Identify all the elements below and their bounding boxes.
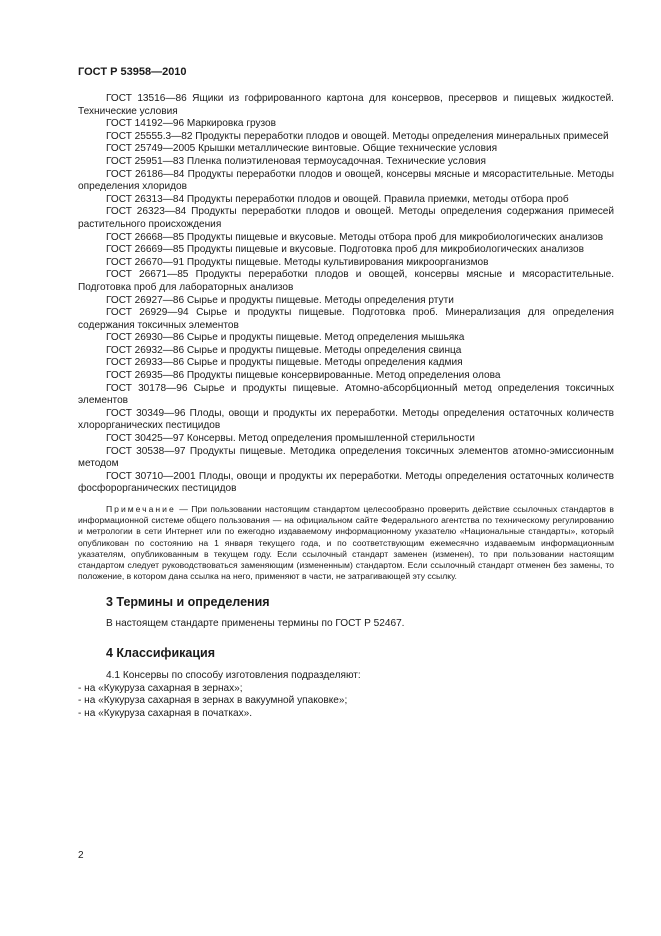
reference-item: ГОСТ 26669—85 Продукты пищевые и вкусовые. Подготовка проб для микробиологических анализов bbox=[106, 244, 584, 256]
reference-item: ГОСТ 26668—85 Продукты пищевые и вкусовые. Методы отбора проб для микробиологических анализов bbox=[106, 231, 604, 243]
reference-item: ГОСТ 30425—97 Консервы. Метод определения промышленной стерильности bbox=[106, 433, 475, 445]
references-list bbox=[78, 93, 614, 496]
reference-item: ГОСТ 30538—97 Продукты пищевые. Методика определения токсичных элементов атомно-эмиссионным методом bbox=[78, 445, 614, 470]
classification-item: - на «Кукуруза сахарная в зернах в вакуумной упаковке»; bbox=[78, 695, 348, 707]
reference-item: ГОСТ 14192—96 Маркировка грузов bbox=[106, 118, 277, 130]
section-4-title: 4 Классификация bbox=[106, 645, 216, 660]
reference-item: ГОСТ 30178—96 Сырье и продукты пищевые. Атомно-абсорбционный метод определения токсичных элементов bbox=[78, 382, 614, 407]
note-paragraph bbox=[78, 504, 614, 582]
document-header: ГОСТ Р 53958—2010 bbox=[78, 66, 187, 78]
classification-item: - на «Кукуруза сахарная в початках». bbox=[78, 707, 253, 719]
clause-4-1: 4.1 Консервы по способу изготовления подразделяют: bbox=[106, 670, 361, 682]
reference-item: ГОСТ 26929—94 Сырье и продукты пищевые. Подготовка проб. Минерализация для определения содержания токсичных элементов bbox=[78, 307, 614, 331]
reference-item: ГОСТ 26323—84 Продукты переработки плодов и овощей. Методы определения содержания примесей растительного происхождения bbox=[78, 206, 614, 230]
reference-item: ГОСТ 26930—86 Сырье и продукты пищевые. Метод определения мышьяка bbox=[106, 332, 465, 344]
reference-item: ГОСТ 25951—83 Пленка полиэтиленовая термоусадочная. Технические условия bbox=[106, 155, 486, 167]
reference-item: ГОСТ 26932—86 Сырье и продукты пищевые. Методы определения свинца bbox=[106, 344, 462, 356]
note-text: — При пользовании настоящим стандартом целесообразно проверить действие ссылочных стандартов в информационной системе общего пользования — на официальном сайте Федерального агентства по техническому регулированию и метрологии в сети Интернет или по ежегодно издаваемому информационному указателю «Национальные стандарты», который опубликован по состоянию на 1 января текущего года, и по соответствующим ежемесячно издаваемым информационным указателям, опубликованным в текущем году. Если ссылочный стандарт заменен (изменен), то при пользовании настоящим стандартом следует руководствоваться заменяющим (измененным) стандартом. Если ссылочный стандарт отменен без замены, то положение, в котором дана ссылка на него, применяют в части, не затрагивающей эту ссылку. bbox=[78, 504, 614, 582]
note-label: Примечание bbox=[106, 504, 176, 514]
reference-item: ГОСТ 26313—84 Продукты переработки плодов и овощей. Правила приемки, методы отбора проб bbox=[106, 193, 569, 205]
reference-item: ГОСТ 26186—84 Продукты переработки плодов и овощей, консервы мясные и мясорастительные. Методы определения хлоридов bbox=[78, 168, 614, 193]
document-body bbox=[78, 93, 614, 721]
reference-item: ГОСТ 26927—86 Сырье и продукты пищевые. Методы определения ртути bbox=[106, 294, 454, 306]
reference-item: ГОСТ 26935—86 Продукты пищевые консервированные. Метод определения олова bbox=[106, 370, 501, 382]
reference-item: ГОСТ 25749—2005 Крышки металлические винтовые. Общие технические условия bbox=[106, 143, 498, 155]
reference-item: ГОСТ 13516—86 Ящики из гофрированного картона для консервов, пресервов и пищевых жидкостей. Технические условия bbox=[78, 93, 614, 117]
reference-item: ГОСТ 26671—85 Продукты переработки плодов и овощей, консервы мясные и мясорастительные. Подготовка проб для лабораторных анализов bbox=[78, 269, 614, 293]
page-number: 2 bbox=[78, 850, 84, 861]
section-3-text: В настоящем стандарте применены термины по ГОСТ Р 52467. bbox=[106, 618, 405, 630]
section-3-title: 3 Термины и определения bbox=[106, 595, 270, 610]
reference-item: ГОСТ 26670—91 Продукты пищевые. Методы культивирования микроорганизмов bbox=[106, 256, 489, 268]
reference-item: ГОСТ 26933—86 Сырье и продукты пищевые. Методы определения кадмия bbox=[106, 357, 463, 369]
classification-item: - на «Кукуруза сахарная в зернах»; bbox=[78, 682, 243, 694]
reference-item: ГОСТ 30349—96 Плоды, овощи и продукты их переработки. Методы определения остаточных количеств хлорорганических пестицидов bbox=[78, 407, 614, 432]
reference-item: ГОСТ 25555.3—82 Продукты переработки плодов и овощей. Методы определения минеральных примесей bbox=[106, 130, 609, 142]
reference-item: ГОСТ 30710—2001 Плоды, овощи и продукты их переработки. Методы определения остаточных количеств фосфорорганических пестицидов bbox=[78, 470, 614, 495]
